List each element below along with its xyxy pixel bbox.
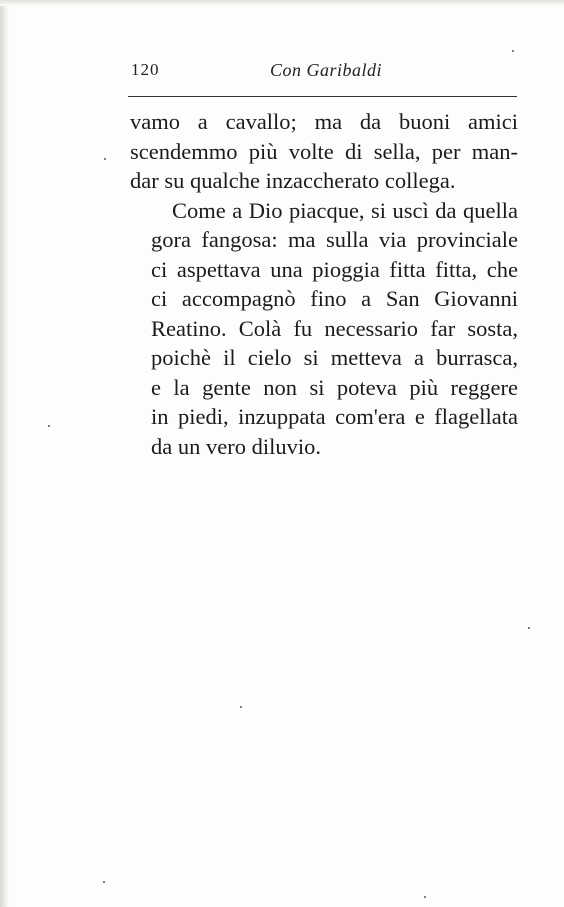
text-line: poichè il cielo si metteva a burrasca, xyxy=(151,345,518,370)
body-text xyxy=(130,107,518,461)
text-line: scendemmo più volte di sella, per man- xyxy=(130,138,518,164)
page-top-edge xyxy=(0,0,564,6)
paragraph xyxy=(130,107,518,196)
page-binding-edge xyxy=(0,0,9,907)
text-line: ci accompagnò fino a San Giovanni xyxy=(151,286,518,311)
running-title: Con Garibaldi xyxy=(270,60,383,80)
text-line: in piedi, inzuppata com'era e flagellata xyxy=(151,404,518,429)
paragraph xyxy=(130,196,518,462)
text-line: gora fangosa: ma sulla via provinciale xyxy=(151,227,518,252)
scan-speck xyxy=(512,50,514,52)
text-line: da un vero diluvio. xyxy=(151,433,321,459)
page-number: 120 xyxy=(131,60,160,79)
text-line: dar su qualche inzaccherato collega. xyxy=(130,168,456,193)
scan-speck xyxy=(424,896,426,898)
scan-speck xyxy=(104,158,106,160)
scan-speck xyxy=(528,627,530,629)
scan-speck xyxy=(240,706,242,708)
text-line: vamo a cavallo; ma da buoni amici xyxy=(130,109,518,134)
text-line: ci aspettava una pioggia fitta fitta, che xyxy=(151,256,518,282)
scan-speck xyxy=(103,881,105,883)
text-line: Come a Dio piacque, si uscì da quella xyxy=(172,197,518,223)
page-header xyxy=(131,60,517,86)
text-line: e la gente non si poteva più reggere xyxy=(151,374,518,400)
scan-speck xyxy=(48,425,50,427)
text-line: Reatino. Colà fu necessario far sosta, xyxy=(151,315,518,341)
header-rule xyxy=(128,96,517,97)
